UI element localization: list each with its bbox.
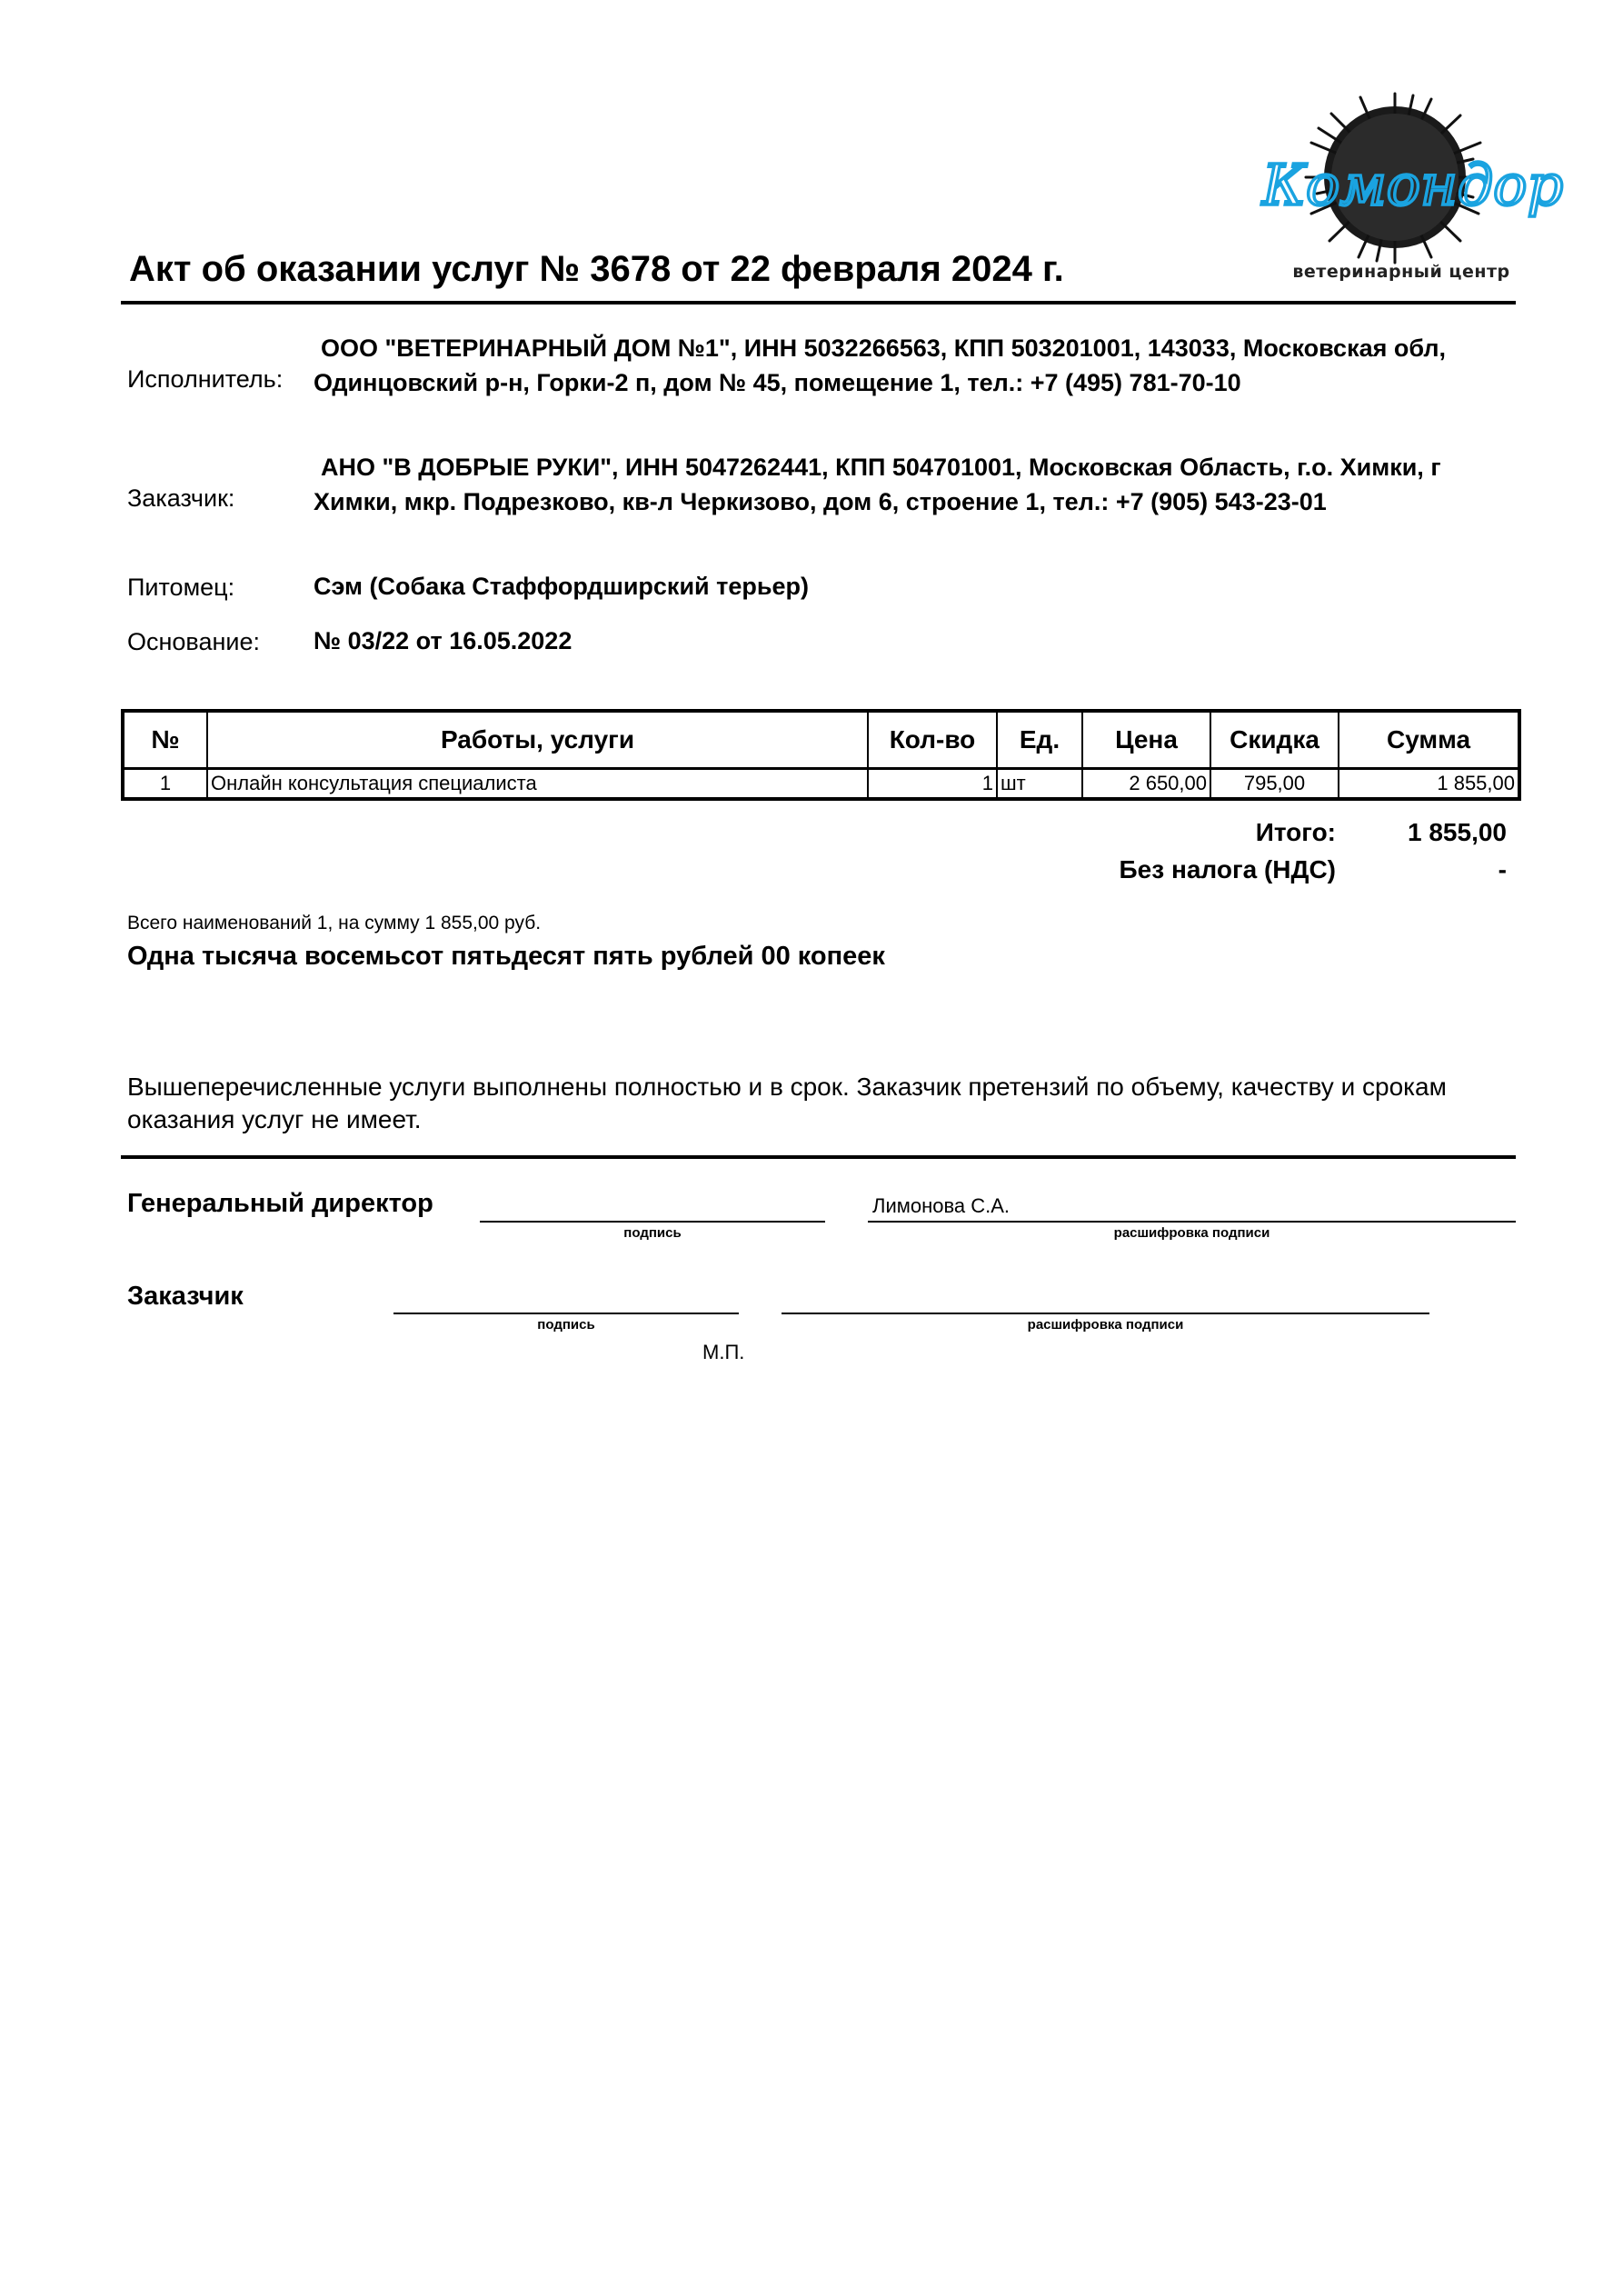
customer-value: АНО "В ДОБРЫЕ РУКИ", ИНН 5047262441, КПП 504701001, Московская Область, г.о. Химки, г Химки, мкр. Подрезково, кв-л Черкизово, дом 6, строение 1, тел.: +7 (905) 543-23-01 [314, 454, 1441, 515]
completion-statement: Вышеперечисленные услуги выполнены полностью и в срок. Заказчик претензий по объему, качеству и срокам оказания услуг не имеет. [127, 1073, 1447, 1133]
summary-amount-words: Одна тысяча восемьсот пятьдесят пять рублей 00 копеек [127, 942, 885, 971]
title-divider [121, 301, 1516, 304]
director-label: Генеральный директор [127, 1189, 433, 1218]
executor-value: ООО "ВЕТЕРИНАРНЫЙ ДОМ №1", ИНН 5032266563, КПП 503201001, 143033, Московская обл, Одинцовский р-н, Горки-2 п, дом № 45, помещение 1, тел.: +7 (495) 781-70-10 [314, 334, 1447, 396]
logo-script-text: Комондор [1262, 152, 1564, 218]
table-header-row [123, 711, 1519, 769]
executor-label: Исполнитель: [127, 365, 284, 393]
director-decode-line [868, 1221, 1516, 1223]
pet-value: Сэм (Собака Стаффордширский терьер) [314, 573, 809, 600]
row-discount: 795,00 [1210, 769, 1339, 800]
col-qty-header: Кол-во [868, 711, 997, 769]
col-service-header: Работы, услуги [207, 711, 868, 769]
services-table [121, 709, 1521, 801]
director-signature-line [480, 1221, 825, 1223]
customer-signature-line [393, 1313, 739, 1314]
row-service: Онлайн консультация специалиста [207, 769, 868, 800]
customer-decode-line [782, 1313, 1429, 1314]
total-value: 1 855,00 [1408, 818, 1507, 846]
row-unit: шт [997, 769, 1082, 800]
total-label: Итого: [1255, 818, 1336, 846]
table-row [123, 769, 1519, 800]
vat-value: - [1498, 855, 1507, 883]
customer-label: Заказчик: [127, 484, 235, 512]
stamp-place: М.П. [702, 1341, 745, 1363]
row-qty: 1 [868, 769, 997, 800]
row-sum: 1 855,00 [1339, 769, 1519, 800]
row-price: 2 650,00 [1082, 769, 1210, 800]
vat-label: Без налога (НДС) [1119, 855, 1336, 883]
col-price-header: Цена [1082, 711, 1210, 769]
basis-label: Основание: [127, 628, 260, 655]
customer-sign-label: Заказчик [127, 1282, 244, 1311]
col-unit-header: Ед. [997, 711, 1082, 769]
director-signature-caption: подпись [623, 1225, 682, 1241]
director-name: Лимонова С.А. [872, 1194, 1011, 1217]
col-sum-header: Сумма [1339, 711, 1519, 769]
summary-count: Всего наименований 1, на сумму 1 855,00 руб. [127, 913, 542, 933]
logo-subtitle: ветеринарный центр [1292, 262, 1510, 282]
col-num-header: № [123, 711, 207, 769]
document-title: Акт об оказании услуг № 3678 от 22 февраля 2024 г. [129, 249, 1064, 289]
customer-decode-caption: расшифровка подписи [1027, 1317, 1184, 1333]
director-decode-caption: расшифровка подписи [1113, 1225, 1270, 1241]
col-discount-header: Скидка [1210, 711, 1339, 769]
pet-label: Питомец: [127, 574, 235, 601]
row-num: 1 [123, 769, 207, 800]
basis-value: № 03/22 от 16.05.2022 [314, 627, 573, 654]
customer-signature-caption: подпись [537, 1317, 595, 1333]
statement-divider [121, 1155, 1516, 1159]
